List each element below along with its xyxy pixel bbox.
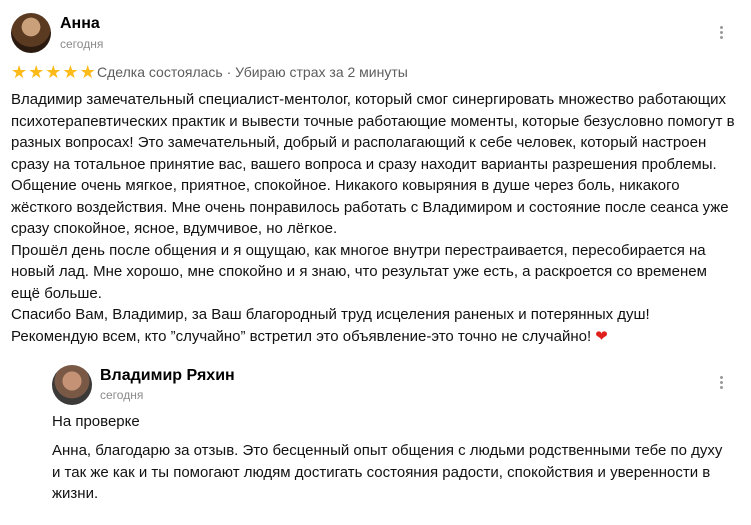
review-paragraph [11, 326, 736, 348]
star-icon: ★ [45, 62, 62, 82]
heart-icon: ❤ [595, 327, 608, 345]
review-date: сегодня [60, 37, 104, 51]
replier-name[interactable]: Владимир Ряхин [100, 367, 235, 384]
review-paragraph-text: Рекомендую всем, кто ”случайно” встретил это объявление-это точно не случайно! [11, 327, 592, 345]
deal-meta: Сделка состоялась · Убираю страх за 2 минуты [97, 64, 408, 80]
reviewer-name[interactable]: Анна [60, 15, 100, 32]
star-icon: ★ [28, 62, 45, 82]
review-paragraph: Владимир замечательный специалист-ментолог, который смог синергировать множество работающих психотерапевтических практик и вывести точные работающие моменты, которые безусловно помогут в разных вопросах! Это замечательный, добрый и располагающий к себе человек, который настроен сразу на тотальное принятие вас, вашего вопроса и сразу находит варианты разрешения проблемы. Общение очень мягкое, приятное, спокойное. Никакого ковыряния в душе через боль, никакого жёсткого воздействия. Мне очень понравилось работать с Владимиром и состояние после сеанса уже сразу спокойное, ясное, вдумчивое, но лёгкое. [11, 91, 735, 237]
review-paragraph: Спасибо Вам, Владимир, за Ваш благородный труд исцеления раненых и потерянных душ! [11, 306, 650, 323]
review-more-icon[interactable] [720, 26, 724, 42]
moderation-status: На проверке [52, 413, 140, 430]
reply-date: сегодня [100, 388, 144, 402]
reviewer-avatar[interactable] [11, 13, 51, 53]
review-text [11, 89, 736, 347]
replier-avatar[interactable] [52, 365, 92, 405]
star-icon: ★ [79, 62, 96, 82]
reply-more-icon[interactable] [720, 376, 724, 392]
rating-stars [11, 63, 96, 81]
review-paragraph: Прошёл день после общения и я ощущаю, как многое внутри перестраивается, пересобирается на новый лад. Мне хорошо, мне спокойно и я знаю, что результат уже есть, а раскроется со временем ещё больше. [11, 241, 707, 302]
reply-text: Анна, благодарю за отзыв. Это бесценный опыт общения с людьми родственными тебе по духу и так же как и ты помогают людям достигать состояния радости, спокойствия и уверенности в жизни. [52, 442, 723, 502]
star-icon: ★ [11, 62, 28, 82]
star-icon: ★ [62, 62, 79, 82]
